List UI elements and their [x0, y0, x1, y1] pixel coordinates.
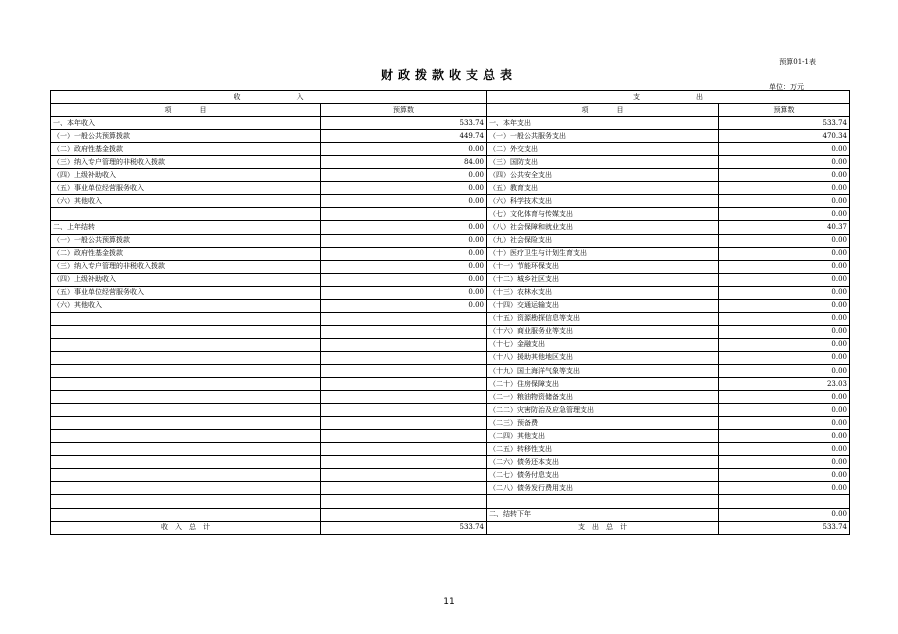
table-row: [51, 443, 850, 456]
income-item-cell: （一）一般公共预算拨款: [51, 130, 321, 143]
income-total-label: 收 入 总 计: [51, 521, 321, 534]
section-header-row: [51, 91, 850, 104]
income-value-cell: [321, 430, 487, 443]
expense-item-cell: （十一）节能环保支出: [487, 260, 719, 273]
expense-item-cell: （十二）城乡社区支出: [487, 273, 719, 286]
income-item-cell: [51, 312, 321, 325]
income-value-cell: 0.00: [321, 169, 487, 182]
expense-header: 支 出: [487, 91, 850, 104]
expense-value-cell: 0.00: [719, 338, 850, 351]
income-value-cell: 0.00: [321, 143, 487, 156]
expense-item-cell: [487, 495, 719, 508]
expense-item-cell: （二八）债务发行费用支出: [487, 482, 719, 495]
expense-value-cell: 0.00: [719, 482, 850, 495]
expense-value-cell: 0.00: [719, 391, 850, 404]
table-row: [51, 299, 850, 312]
income-value-cell: 0.00: [321, 234, 487, 247]
income-item-cell: （六）其他收入: [51, 299, 321, 312]
table-row: [51, 221, 850, 234]
form-code: 预算01-1表: [779, 58, 816, 66]
table-row: [51, 195, 850, 208]
income-value-cell: [321, 482, 487, 495]
expense-item-cell: （二一）粮油物资储备支出: [487, 391, 719, 404]
table-row: [51, 156, 850, 169]
income-item-cell: [51, 325, 321, 338]
income-value-cell: [321, 469, 487, 482]
income-value-cell: [321, 351, 487, 364]
page-title: 财政拨款收支总表: [380, 68, 517, 82]
income-item-cell: [51, 443, 321, 456]
page-number: 11: [443, 597, 455, 607]
income-value-cell: [321, 378, 487, 391]
income-item-cell: （三）纳入专户管理的非税收入拨款: [51, 156, 321, 169]
expense-value-cell: [719, 495, 850, 508]
income-item-cell: （六）其他收入: [51, 195, 321, 208]
table-row: [51, 364, 850, 377]
expense-item-cell: （十）医疗卫生与计划生育支出: [487, 247, 719, 260]
expense-item-cell: （二二）灾害防治及应急管理支出: [487, 404, 719, 417]
table-row: [51, 378, 850, 391]
expense-item-cell: （十六）商业服务业等支出: [487, 325, 719, 338]
income-value-cell: 449.74: [321, 130, 487, 143]
table-row: [51, 508, 850, 521]
expense-value-cell: 0.00: [719, 143, 850, 156]
income-value-cell: [321, 325, 487, 338]
table-row: [51, 469, 850, 482]
income-value-cell: [321, 443, 487, 456]
income-value-cell: 0.00: [321, 286, 487, 299]
table-row: [51, 169, 850, 182]
income-item-cell: [51, 508, 321, 521]
income-budget-header: 预算数: [321, 104, 487, 117]
income-value-cell: [321, 312, 487, 325]
table-row: [51, 417, 850, 430]
table-row: [51, 130, 850, 143]
table-row: [51, 273, 850, 286]
expense-total-label: 支 出 总 计: [487, 521, 719, 534]
expense-item-cell: （一）一般公共服务支出: [487, 130, 719, 143]
expense-value-cell: 0.00: [719, 325, 850, 338]
income-item-cell: （五）事业单位经营服务收入: [51, 286, 321, 299]
table-row: [51, 482, 850, 495]
expense-item-cell: （十四）交通运输支出: [487, 299, 719, 312]
expense-item-cell: （二）外交支出: [487, 143, 719, 156]
expense-value-cell: 0.00: [719, 286, 850, 299]
income-value-cell: [321, 208, 487, 221]
expense-value-cell: 0.00: [719, 260, 850, 273]
income-item-cell: （五）事业单位经营服务收入: [51, 182, 321, 195]
expense-item-cell: （二五）转移性支出: [487, 443, 719, 456]
table-row: [51, 143, 850, 156]
income-item-cell: （四）上级补助收入: [51, 273, 321, 286]
budget-table: [50, 90, 850, 535]
table-row: [51, 234, 850, 247]
expense-budget-header: 预算数: [719, 104, 850, 117]
table-row: [51, 430, 850, 443]
income-item-cell: [51, 482, 321, 495]
expense-value-cell: 0.00: [719, 443, 850, 456]
income-value-cell: 0.00: [321, 299, 487, 312]
expense-item-cell: （二十）住房保障支出: [487, 378, 719, 391]
table-row: [51, 286, 850, 299]
expense-total-value: 533.74: [719, 521, 850, 534]
income-item-cell: [51, 495, 321, 508]
table-row: [51, 117, 850, 130]
expense-value-cell: 0.00: [719, 299, 850, 312]
expense-value-cell: 470.34: [719, 130, 850, 143]
income-item-cell: （四）上级补助收入: [51, 169, 321, 182]
table-row: [51, 325, 850, 338]
expense-value-cell: 0.00: [719, 273, 850, 286]
expense-item-cell: （二三）预备费: [487, 417, 719, 430]
table-body: [51, 117, 850, 521]
income-item-cell: （三）纳入专户管理的非税收入拨款: [51, 260, 321, 273]
table-row: [51, 208, 850, 221]
income-item-header: 项 目: [51, 104, 321, 117]
table-row: [51, 260, 850, 273]
expense-value-cell: 0.00: [719, 234, 850, 247]
income-value-cell: [321, 508, 487, 521]
expense-value-cell: 0.00: [719, 456, 850, 469]
expense-item-cell: （二六）债务还本支出: [487, 456, 719, 469]
income-value-cell: 533.74: [321, 117, 487, 130]
expense-item-cell: 一、本年支出: [487, 117, 719, 130]
expense-value-cell: 0.00: [719, 169, 850, 182]
expense-value-cell: 0.00: [719, 469, 850, 482]
table-row: [51, 247, 850, 260]
expense-item-cell: （六）科学技术支出: [487, 195, 719, 208]
expense-value-cell: 0.00: [719, 364, 850, 377]
income-item-cell: [51, 338, 321, 351]
table-row: [51, 404, 850, 417]
expense-value-cell: 0.00: [719, 508, 850, 521]
income-value-cell: 0.00: [321, 273, 487, 286]
income-item-cell: [51, 430, 321, 443]
income-value-cell: [321, 391, 487, 404]
income-item-cell: [51, 351, 321, 364]
table-row: [51, 312, 850, 325]
income-value-cell: [321, 364, 487, 377]
income-item-cell: 二、上年结转: [51, 221, 321, 234]
income-total-value: 533.74: [321, 521, 487, 534]
expense-item-cell: （十九）国土海洋气象等支出: [487, 364, 719, 377]
expense-item-cell: （十八）援助其他地区支出: [487, 351, 719, 364]
expense-value-cell: 0.00: [719, 430, 850, 443]
income-item-cell: 一、本年收入: [51, 117, 321, 130]
income-value-cell: 0.00: [321, 195, 487, 208]
expense-value-cell: 0.00: [719, 208, 850, 221]
expense-item-cell: （二四）其他支出: [487, 430, 719, 443]
income-value-cell: 0.00: [321, 260, 487, 273]
expense-value-cell: 533.74: [719, 117, 850, 130]
column-header-row: [51, 104, 850, 117]
unit-label: 单位：万元: [769, 83, 804, 91]
expense-value-cell: 0.00: [719, 312, 850, 325]
income-item-cell: [51, 456, 321, 469]
table-row: [51, 182, 850, 195]
income-value-cell: 0.00: [321, 182, 487, 195]
income-header: 收 入: [51, 91, 487, 104]
income-value-cell: [321, 417, 487, 430]
income-item-cell: [51, 208, 321, 221]
expense-value-cell: 0.00: [719, 417, 850, 430]
income-item-cell: [51, 404, 321, 417]
expense-value-cell: 0.00: [719, 195, 850, 208]
expense-item-header: 项 目: [487, 104, 719, 117]
table-row: [51, 495, 850, 508]
income-value-cell: 0.00: [321, 247, 487, 260]
income-item-cell: （二）政府性基金拨款: [51, 247, 321, 260]
expense-item-cell: （八）社会保障和就业支出: [487, 221, 719, 234]
income-value-cell: [321, 495, 487, 508]
income-item-cell: （二）政府性基金拨款: [51, 143, 321, 156]
expense-item-cell: （五）教育支出: [487, 182, 719, 195]
expense-value-cell: 40.37: [719, 221, 850, 234]
table-row: [51, 338, 850, 351]
expense-item-cell: （七）文化体育与传媒支出: [487, 208, 719, 221]
income-item-cell: [51, 378, 321, 391]
income-item-cell: （一）一般公共预算拨款: [51, 234, 321, 247]
table-row: [51, 456, 850, 469]
income-item-cell: [51, 391, 321, 404]
table-row: [51, 351, 850, 364]
expense-value-cell: 0.00: [719, 404, 850, 417]
income-value-cell: 84.00: [321, 156, 487, 169]
table-row: [51, 391, 850, 404]
expense-value-cell: 23.03: [719, 378, 850, 391]
expense-item-cell: （十五）资源勘探信息等支出: [487, 312, 719, 325]
income-value-cell: 0.00: [321, 221, 487, 234]
expense-value-cell: 0.00: [719, 156, 850, 169]
expense-value-cell: 0.00: [719, 247, 850, 260]
expense-item-cell: 二、结转下年: [487, 508, 719, 521]
income-item-cell: [51, 417, 321, 430]
expense-value-cell: 0.00: [719, 351, 850, 364]
expense-value-cell: 0.00: [719, 182, 850, 195]
expense-item-cell: （三）国防支出: [487, 156, 719, 169]
income-item-cell: [51, 469, 321, 482]
income-value-cell: [321, 404, 487, 417]
totals-row: [51, 521, 850, 534]
income-item-cell: [51, 364, 321, 377]
expense-item-cell: （九）社会保险支出: [487, 234, 719, 247]
expense-item-cell: （四）公共安全支出: [487, 169, 719, 182]
income-value-cell: [321, 456, 487, 469]
expense-item-cell: （十三）农林水支出: [487, 286, 719, 299]
expense-item-cell: （十七）金融支出: [487, 338, 719, 351]
expense-item-cell: （二七）债务付息支出: [487, 469, 719, 482]
income-value-cell: [321, 338, 487, 351]
